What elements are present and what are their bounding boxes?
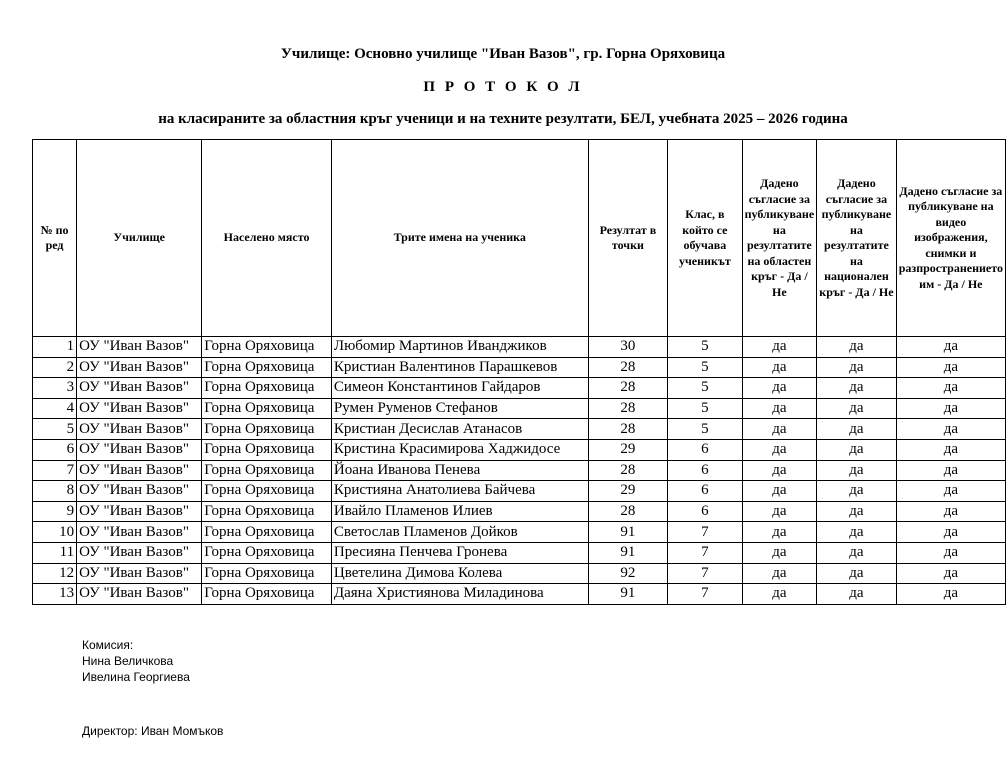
row-number: 8 (33, 481, 77, 502)
grade-cell: 7 (668, 584, 742, 605)
student-name: Цветелина Димова Колева (331, 563, 588, 584)
consent-regional: да (742, 460, 817, 481)
table-row (33, 501, 1006, 522)
row-number: 2 (33, 357, 77, 378)
row-number: 5 (33, 419, 77, 440)
school-cell: ОУ "Иван Вазов" (77, 337, 202, 358)
place-cell: Горна Оряховица (202, 522, 332, 543)
student-name: Кристиан Валентинов Парашкевов (331, 357, 588, 378)
row-number: 4 (33, 398, 77, 419)
row-number: 11 (33, 542, 77, 563)
grade-cell: 5 (668, 357, 742, 378)
consent-regional: да (742, 522, 817, 543)
school-cell: ОУ "Иван Вазов" (77, 542, 202, 563)
school-cell: ОУ "Иван Вазов" (77, 563, 202, 584)
consent-national: да (817, 419, 897, 440)
student-name: Пресияна Пенчева Гронева (331, 542, 588, 563)
score-cell: 29 (588, 439, 668, 460)
place-cell: Горна Оряховица (202, 542, 332, 563)
score-cell: 29 (588, 481, 668, 502)
table-row (33, 481, 1006, 502)
score-cell: 91 (588, 542, 668, 563)
school-cell: ОУ "Иван Вазов" (77, 522, 202, 543)
consent-media-header-text: Дадено съгласие за публикуване на видео изображения, снимки и разпространението им - Да / Не (898, 183, 1003, 291)
consent-national: да (817, 337, 897, 358)
score-cell: 28 (588, 501, 668, 522)
column-header-consent-media (896, 140, 1005, 337)
column-header-place: Населено място (202, 140, 332, 337)
consent-national: да (817, 542, 897, 563)
student-name: Кристиан Десислав Атанасов (331, 419, 588, 440)
student-name: Кристияна Анатолиева Байчева (331, 481, 588, 502)
consent-regional: да (742, 563, 817, 584)
grade-cell: 6 (668, 481, 742, 502)
place-cell: Горна Оряховица (202, 563, 332, 584)
consent-national: да (817, 357, 897, 378)
consent-media: да (896, 542, 1005, 563)
consent-national: да (817, 584, 897, 605)
consent-media: да (896, 584, 1005, 605)
school-cell: ОУ "Иван Вазов" (77, 501, 202, 522)
commission-label: Комисия: (82, 638, 134, 652)
grade-cell: 5 (668, 419, 742, 440)
consent-media: да (896, 398, 1005, 419)
consent-national: да (817, 398, 897, 419)
place-cell: Горна Оряховица (202, 419, 332, 440)
school-heading: Училище: Основно училище "Иван Вазов", гр. Горна Оряховица (280, 46, 726, 62)
student-name: Кристина Красимирова Хаджидосе (331, 439, 588, 460)
consent-media: да (896, 460, 1005, 481)
row-number: 13 (33, 584, 77, 605)
table-row (33, 419, 1006, 440)
table-row (33, 357, 1006, 378)
school-cell: ОУ "Иван Вазов" (77, 439, 202, 460)
row-number: 10 (33, 522, 77, 543)
place-cell: Горна Оряховица (202, 481, 332, 502)
table-row (33, 563, 1006, 584)
score-cell: 92 (588, 563, 668, 584)
table-row (33, 522, 1006, 543)
grade-cell: 5 (668, 337, 742, 358)
table-row (33, 460, 1006, 481)
grade-cell: 7 (668, 563, 742, 584)
row-number: 7 (33, 460, 77, 481)
column-header-consent-regional: Дадено съгласие за публикуване на резултатите на областен кръг - Да / Не (742, 140, 817, 337)
student-name: Симеон Константинов Гайдаров (331, 378, 588, 399)
place-cell: Горна Оряховица (202, 357, 332, 378)
place-cell: Горна Оряховица (202, 501, 332, 522)
place-cell: Горна Оряховица (202, 584, 332, 605)
place-cell: Горна Оряховица (202, 460, 332, 481)
school-cell: ОУ "Иван Вазов" (77, 481, 202, 502)
consent-national: да (817, 439, 897, 460)
consent-media: да (896, 522, 1005, 543)
column-header-score: Резултат в точки (588, 140, 668, 337)
grade-cell: 6 (668, 501, 742, 522)
student-name: Даяна Християнова Миладинова (331, 584, 588, 605)
consent-media: да (896, 563, 1005, 584)
row-number: 9 (33, 501, 77, 522)
table-row (33, 584, 1006, 605)
row-number: 1 (33, 337, 77, 358)
commission-member: Ивелина Георгиева (82, 670, 190, 684)
grade-cell: 5 (668, 398, 742, 419)
commission-block (82, 637, 190, 685)
grade-cell: 7 (668, 522, 742, 543)
consent-media: да (896, 481, 1005, 502)
column-header-consent-national: Дадено съгласие за публикуване на резултатите на национален кръг - Да / Не (817, 140, 897, 337)
director-signature: Директор: Иван Момъков (82, 724, 224, 738)
results-table (32, 139, 1006, 605)
document-subtitle: на класираните за областния кръг ученици и на техните резултати, БЕЛ, учебната 2025 – 2026 година (158, 111, 848, 127)
consent-national: да (817, 460, 897, 481)
column-header-name: Трите имена на ученика (331, 140, 588, 337)
consent-regional: да (742, 542, 817, 563)
consent-national: да (817, 481, 897, 502)
student-name: Румен Руменов Стефанов (331, 398, 588, 419)
consent-national: да (817, 501, 897, 522)
school-cell: ОУ "Иван Вазов" (77, 460, 202, 481)
row-number: 3 (33, 378, 77, 399)
student-name: Любомир Мартинов Иванджиков (331, 337, 588, 358)
place-cell: Горна Оряховица (202, 378, 332, 399)
consent-media: да (896, 378, 1005, 399)
consent-regional: да (742, 378, 817, 399)
consent-regional: да (742, 584, 817, 605)
consent-national: да (817, 378, 897, 399)
row-number: 6 (33, 439, 77, 460)
column-header-grade: Клас, в който се обучава ученикът (668, 140, 742, 337)
grade-cell: 6 (668, 460, 742, 481)
place-cell: Горна Оряховица (202, 398, 332, 419)
table-row (33, 439, 1006, 460)
score-cell: 28 (588, 398, 668, 419)
column-header-number: № по ред (33, 140, 77, 337)
school-cell: ОУ "Иван Вазов" (77, 357, 202, 378)
consent-regional: да (742, 439, 817, 460)
score-cell: 28 (588, 378, 668, 399)
score-cell: 28 (588, 357, 668, 378)
row-number: 12 (33, 563, 77, 584)
table-row (33, 542, 1006, 563)
consent-media: да (896, 337, 1005, 358)
score-cell: 28 (588, 460, 668, 481)
consent-regional: да (742, 501, 817, 522)
commission-member: Нина Величкова (82, 654, 174, 668)
grade-cell: 5 (668, 378, 742, 399)
school-cell: ОУ "Иван Вазов" (77, 378, 202, 399)
school-cell: ОУ "Иван Вазов" (77, 419, 202, 440)
place-cell: Горна Оряховица (202, 337, 332, 358)
consent-regional: да (742, 337, 817, 358)
consent-media: да (896, 439, 1005, 460)
score-cell: 91 (588, 584, 668, 605)
consent-national: да (817, 563, 897, 584)
consent-media: да (896, 419, 1005, 440)
consent-regional: да (742, 481, 817, 502)
table-header-row (33, 140, 1006, 337)
grade-cell: 6 (668, 439, 742, 460)
table-row (33, 378, 1006, 399)
school-cell: ОУ "Иван Вазов" (77, 584, 202, 605)
consent-media: да (896, 357, 1005, 378)
student-name: Светослав Пламенов Дойков (331, 522, 588, 543)
column-header-school: Училище (77, 140, 202, 337)
place-cell: Горна Оряховица (202, 439, 332, 460)
consent-national: да (817, 522, 897, 543)
school-cell: ОУ "Иван Вазов" (77, 398, 202, 419)
document-title: П Р О Т О К О Л (423, 79, 583, 95)
consent-regional: да (742, 419, 817, 440)
score-cell: 30 (588, 337, 668, 358)
consent-media: да (896, 501, 1005, 522)
student-name: Йоана Иванова Пенева (331, 460, 588, 481)
grade-cell: 7 (668, 542, 742, 563)
student-name: Ивайло Пламенов Илиев (331, 501, 588, 522)
consent-regional: да (742, 357, 817, 378)
score-cell: 91 (588, 522, 668, 543)
table-row (33, 398, 1006, 419)
consent-regional: да (742, 398, 817, 419)
table-row (33, 337, 1006, 358)
score-cell: 28 (588, 419, 668, 440)
